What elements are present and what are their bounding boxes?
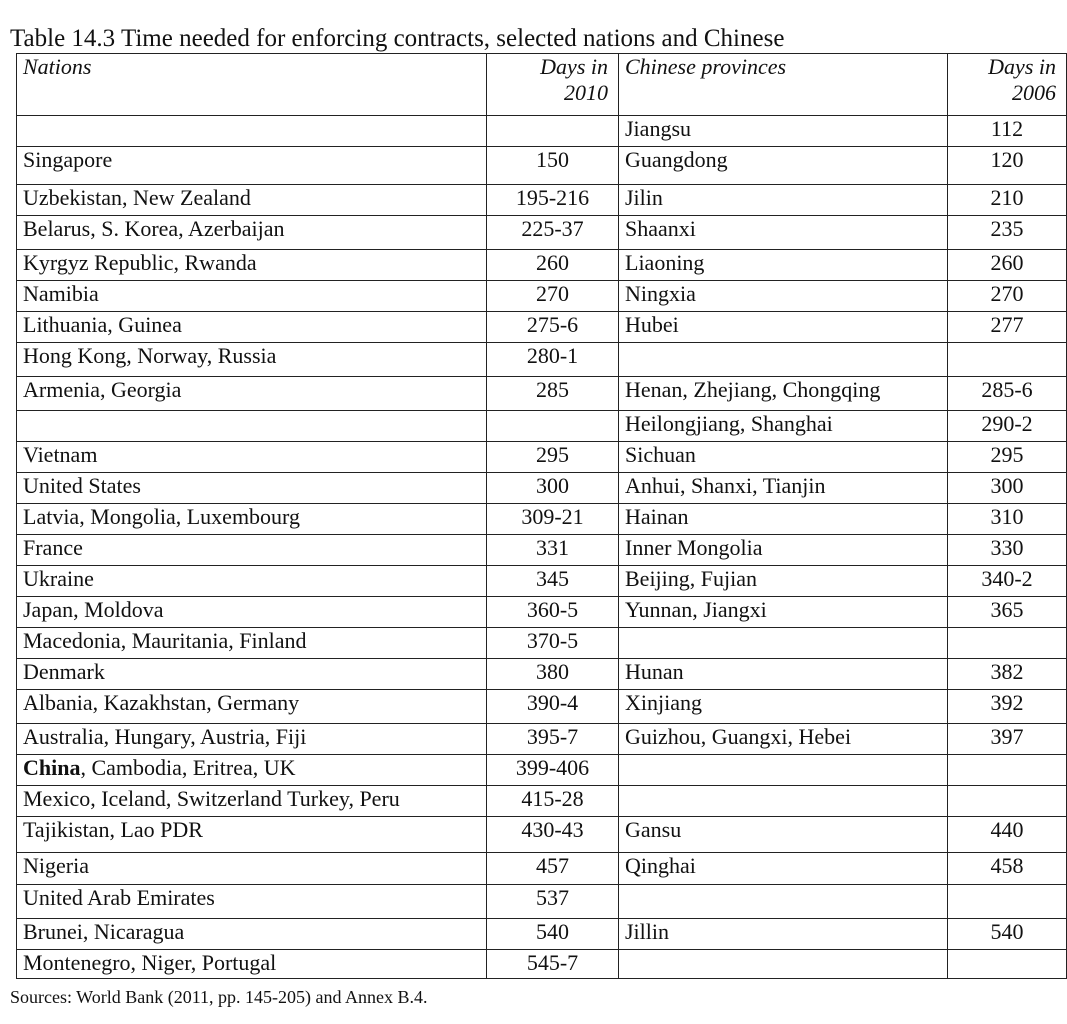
nation-text: Armenia, Georgia [23, 377, 182, 402]
days-2006-cell [948, 885, 1067, 919]
days-2010-cell: 150 [487, 147, 619, 185]
nation-text: Mexico, Iceland, Switzerland Turkey, Peru [23, 786, 400, 811]
days-2006-cell: 285-6 [948, 377, 1067, 411]
nation-text: Nigeria [23, 853, 89, 878]
nation-text: Kyrgyz Republic, Rwanda [23, 250, 257, 275]
days-2010-cell: 540 [487, 919, 619, 950]
days-2010-cell: 537 [487, 885, 619, 919]
table-row [17, 853, 1067, 885]
nation-text: Belarus, S. Korea, Azerbaijan [23, 216, 285, 241]
days-2006-cell [948, 755, 1067, 786]
days-2006-cell: 397 [948, 724, 1067, 755]
days-2010-cell: 415-28 [487, 786, 619, 817]
province-cell: Shaanxi [619, 216, 948, 250]
nation-bold: China [23, 755, 81, 780]
days-2006-cell: 235 [948, 216, 1067, 250]
table-row [17, 185, 1067, 216]
nation-cell [17, 950, 487, 979]
nation-cell [17, 377, 487, 411]
days-2010-cell: 280-1 [487, 343, 619, 377]
table-row [17, 473, 1067, 504]
source-note: Sources: World Bank (2011, pp. 145-205) and Annex B.4. [10, 987, 428, 1007]
table-row [17, 281, 1067, 312]
days-2006-cell: 392 [948, 690, 1067, 724]
days-2010-cell: 370-5 [487, 628, 619, 659]
nation-cell [17, 755, 487, 786]
days-2010-cell: 260 [487, 250, 619, 281]
province-cell: Heilongjiang, Shanghai [619, 411, 948, 442]
table-row [17, 535, 1067, 566]
province-cell: Henan, Zhejiang, Chongqing [619, 377, 948, 411]
province-cell: Hunan [619, 659, 948, 690]
days-2010-cell [487, 116, 619, 147]
days-2006-cell: 120 [948, 147, 1067, 185]
table-row [17, 597, 1067, 628]
table-row [17, 950, 1067, 979]
table-row [17, 628, 1067, 659]
table-row [17, 377, 1067, 411]
days-2010-cell: 360-5 [487, 597, 619, 628]
province-cell: Gansu [619, 817, 948, 853]
days-2006-cell: 440 [948, 817, 1067, 853]
province-cell: Qinghai [619, 853, 948, 885]
nation-cell [17, 312, 487, 343]
header-days-2010 [487, 54, 619, 116]
nation-cell [17, 343, 487, 377]
days-2006-cell: 260 [948, 250, 1067, 281]
nation-text: France [23, 535, 83, 560]
nation-text: Montenegro, Niger, Portugal [23, 950, 277, 975]
table-row [17, 690, 1067, 724]
nation-cell [17, 659, 487, 690]
nation-cell [17, 919, 487, 950]
header-days-2010-line2: 2010 [564, 80, 608, 105]
nation-text: United Arab Emirates [23, 885, 215, 910]
days-2006-cell: 300 [948, 473, 1067, 504]
header-days-2006-line2: 2006 [1012, 80, 1056, 105]
nation-cell [17, 786, 487, 817]
days-2006-cell [948, 628, 1067, 659]
nation-cell [17, 473, 487, 504]
days-2010-cell: 225-37 [487, 216, 619, 250]
province-cell: Liaoning [619, 250, 948, 281]
contracts-table [16, 53, 1067, 979]
province-cell [619, 755, 948, 786]
nation-text: Tajikistan, Lao PDR [23, 817, 203, 842]
header-days-2006 [948, 54, 1067, 116]
days-2006-cell: 290-2 [948, 411, 1067, 442]
table-caption: Table 14.3 Time needed for enforcing contracts, selected nations and Chinese [10, 25, 785, 52]
nation-text: Namibia [23, 281, 99, 306]
nation-cell [17, 724, 487, 755]
table-row [17, 343, 1067, 377]
province-cell [619, 950, 948, 979]
nation-cell [17, 147, 487, 185]
province-cell: Jiangsu [619, 116, 948, 147]
days-2010-cell: 380 [487, 659, 619, 690]
province-cell: Anhui, Shanxi, Tianjin [619, 473, 948, 504]
days-2006-cell [948, 786, 1067, 817]
table-row [17, 919, 1067, 950]
nation-text: Singapore [23, 147, 113, 172]
nation-text: Albania, Kazakhstan, Germany [23, 690, 300, 715]
province-cell: Ningxia [619, 281, 948, 312]
days-2006-cell: 112 [948, 116, 1067, 147]
province-cell: Jilin [619, 185, 948, 216]
table-row [17, 216, 1067, 250]
nation-text: Macedonia, Mauritania, Finland [23, 628, 307, 653]
days-2006-cell: 210 [948, 185, 1067, 216]
days-2006-cell: 310 [948, 504, 1067, 535]
days-2010-cell: 285 [487, 377, 619, 411]
nation-text: Lithuania, Guinea [23, 312, 182, 337]
table-row [17, 504, 1067, 535]
nation-text: United States [23, 473, 141, 498]
days-2010-cell [487, 411, 619, 442]
days-2010-cell: 399-406 [487, 755, 619, 786]
nation-cell [17, 185, 487, 216]
table-row [17, 566, 1067, 597]
nation-cell [17, 853, 487, 885]
province-cell [619, 628, 948, 659]
province-cell: Xinjiang [619, 690, 948, 724]
nation-cell [17, 885, 487, 919]
nation-cell [17, 442, 487, 473]
days-2010-cell: 345 [487, 566, 619, 597]
days-2006-cell: 382 [948, 659, 1067, 690]
days-2010-cell: 295 [487, 442, 619, 473]
days-2010-cell: 331 [487, 535, 619, 566]
table-row [17, 885, 1067, 919]
header-nations: Nations [17, 54, 487, 116]
province-cell: Guizhou, Guangxi, Hebei [619, 724, 948, 755]
nation-text: Denmark [23, 659, 105, 684]
nation-text: Hong Kong, Norway, Russia [23, 343, 277, 368]
days-2006-cell: 365 [948, 597, 1067, 628]
nation-text: Vietnam [23, 442, 98, 467]
header-provinces: Chinese provinces [619, 54, 948, 116]
province-cell: Inner Mongolia [619, 535, 948, 566]
nation-cell [17, 628, 487, 659]
nation-text: Latvia, Mongolia, Luxembourg [23, 504, 300, 529]
days-2006-cell: 295 [948, 442, 1067, 473]
nation-text: Uzbekistan, New Zealand [23, 185, 251, 210]
days-2006-cell: 330 [948, 535, 1067, 566]
nation-text: Japan, Moldova [23, 597, 164, 622]
days-2010-cell: 300 [487, 473, 619, 504]
province-cell: Sichuan [619, 442, 948, 473]
nation-cell [17, 411, 487, 442]
header-days-2006-line1: Days in [988, 54, 1056, 79]
nation-cell [17, 566, 487, 597]
days-2010-cell: 545-7 [487, 950, 619, 979]
nation-cell [17, 250, 487, 281]
province-cell: Hubei [619, 312, 948, 343]
nation-cell [17, 535, 487, 566]
days-2010-cell: 430-43 [487, 817, 619, 853]
nation-cell [17, 504, 487, 535]
province-cell [619, 343, 948, 377]
days-2006-cell: 270 [948, 281, 1067, 312]
days-2010-cell: 395-7 [487, 724, 619, 755]
days-2010-cell: 270 [487, 281, 619, 312]
table-row [17, 724, 1067, 755]
nation-text: Australia, Hungary, Austria, Fiji [23, 724, 307, 749]
province-cell: Beijing, Fujian [619, 566, 948, 597]
table-row [17, 250, 1067, 281]
days-2006-cell: 458 [948, 853, 1067, 885]
table-row [17, 755, 1067, 786]
table-row [17, 411, 1067, 442]
days-2010-cell: 195-216 [487, 185, 619, 216]
header-row [17, 54, 1067, 116]
table-row [17, 442, 1067, 473]
days-2006-cell: 340-2 [948, 566, 1067, 597]
days-2006-cell [948, 950, 1067, 979]
days-2006-cell [948, 343, 1067, 377]
table-row [17, 817, 1067, 853]
days-2010-cell: 457 [487, 853, 619, 885]
table-row [17, 786, 1067, 817]
nation-cell [17, 690, 487, 724]
header-days-2010-line1: Days in [540, 54, 608, 79]
days-2006-cell: 540 [948, 919, 1067, 950]
table-row [17, 116, 1067, 147]
days-2006-cell: 277 [948, 312, 1067, 343]
nation-cell [17, 116, 487, 147]
days-2010-cell: 275-6 [487, 312, 619, 343]
province-cell: Yunnan, Jiangxi [619, 597, 948, 628]
province-cell [619, 786, 948, 817]
nation-cell [17, 281, 487, 312]
province-cell: Hainan [619, 504, 948, 535]
nation-text: Brunei, Nicaragua [23, 919, 185, 944]
nation-text: Ukraine [23, 566, 94, 591]
table-body [17, 116, 1067, 979]
table-row [17, 147, 1067, 185]
nation-cell [17, 817, 487, 853]
days-2010-cell: 390-4 [487, 690, 619, 724]
table-row [17, 312, 1067, 343]
province-cell: Guangdong [619, 147, 948, 185]
nation-cell [17, 597, 487, 628]
province-cell: Jillin [619, 919, 948, 950]
nation-text: , Cambodia, Eritrea, UK [80, 755, 296, 780]
table-row [17, 659, 1067, 690]
nation-cell [17, 216, 487, 250]
days-2010-cell: 309-21 [487, 504, 619, 535]
province-cell [619, 885, 948, 919]
